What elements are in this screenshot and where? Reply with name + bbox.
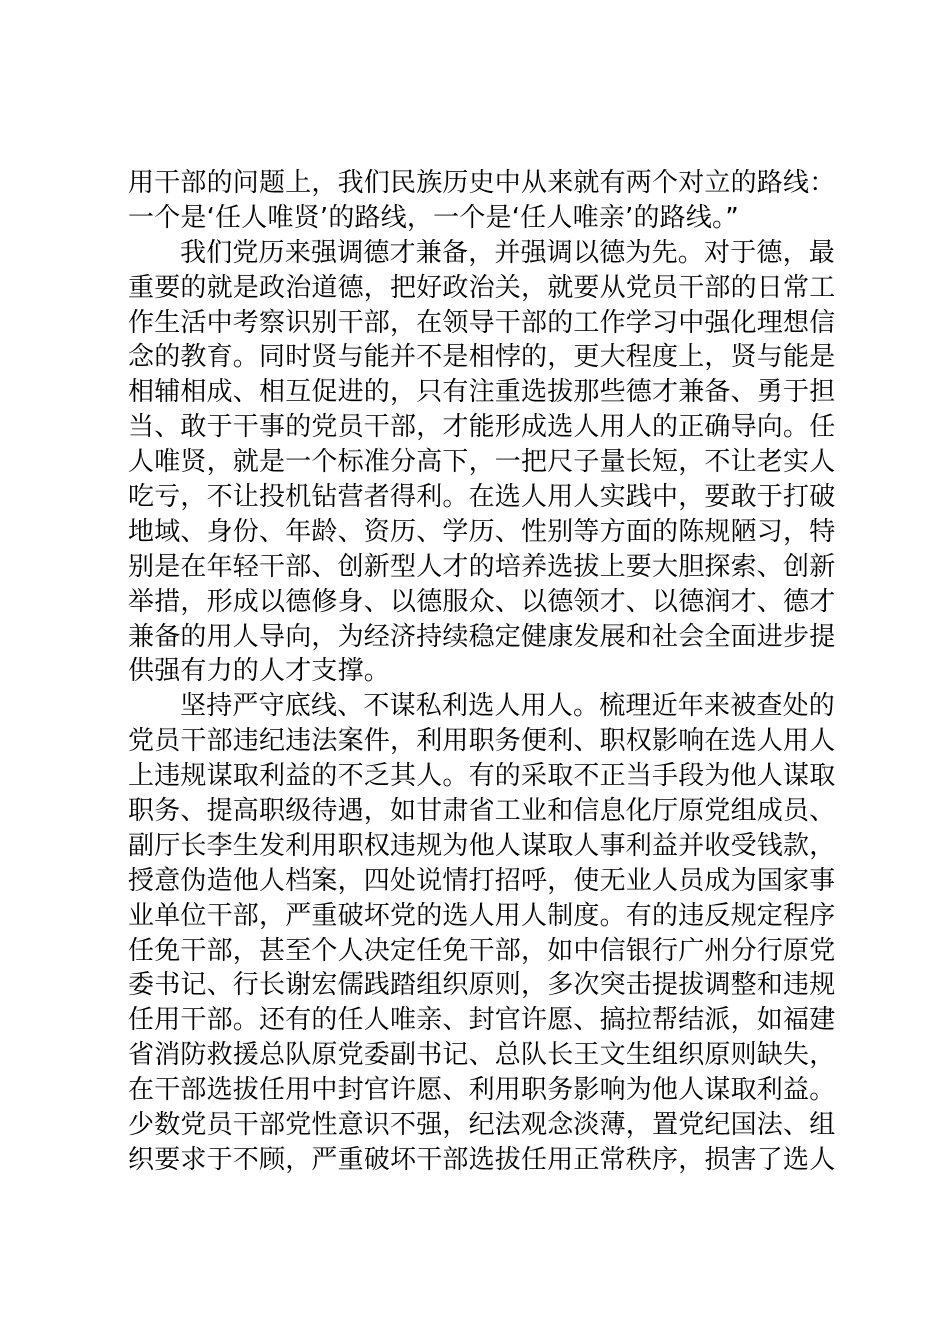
text-line: 吃亏，不让投机钻营者得利。在选人用人实践中，要敢于打破 (128, 482, 836, 513)
text-line: 相辅相成、相互促进的，只有注重选拔那些德才兼备、勇于担 (128, 377, 836, 408)
text-line: 一个是‘任人唯贤’的路线，一个是‘任人唯亲’的路线。” (128, 202, 739, 233)
text-line: 当、敢于干事的党员干部，才能形成选人用人的正确导向。任 (128, 412, 836, 443)
text-line: 上违规谋取利益的不乏其人。有的采取不正当手段为他人谋取 (128, 761, 836, 792)
text-line: 举措，形成以德修身、以德服众、以德领才、以德润才、德才 (128, 586, 836, 617)
text-line: 织要求于不顾，严重破坏干部选拔任用正常秩序，损害了选人 (128, 1144, 836, 1175)
text-line: 委书记、行长谢宏儒践踏组织原则，多次突击提拔调整和违规 (128, 970, 836, 1001)
text-line: 任免干部，甚至个人决定任免干部，如中信银行广州分行原党 (128, 935, 836, 966)
text-line: 人唯贤，就是一个标准分高下，一把尺子量长短，不让老实人 (128, 447, 836, 478)
text-line: 任用干部。还有的任人唯亲、封官许愿、搞拉帮结派，如福建 (128, 1005, 836, 1036)
text-line: 念的教育。同时贤与能并不是相悖的，更大程度上，贤与能是 (128, 342, 836, 373)
body-text (128, 166, 834, 1178)
text-line: 用干部的问题上，我们民族历史中从来就有两个对立的路线： (128, 168, 836, 198)
text-line: 授意伪造他人档案，四处说情打招呼，使无业人员成为国家事 (128, 865, 836, 896)
text-line: 在干部选拔任用中封官许愿、利用职务影响为他人谋取利益。 (128, 1075, 836, 1106)
text-line: 职务、提高职级待遇，如甘肃省工业和信息化厅原党组成员、 (128, 796, 836, 827)
text-line: 少数党员干部党性意识不强，纪法观念淡薄，置党纪国法、组 (128, 1110, 836, 1141)
text-line: 兼备的用人导向，为经济持续稳定健康发展和社会全面进步提 (128, 621, 836, 652)
text-line: 重要的就是政治道德，把好政治关，就要从党员干部的日常工 (128, 272, 836, 303)
text-line: 地域、身份、年龄、资历、学历、性别等方面的陈规陋习，特 (128, 516, 836, 547)
text-line: 别是在年轻干部、创新型人才的培养选拔上要大胆探索、创新 (128, 551, 836, 582)
paragraph-start-line: 我们党历来强调德才兼备，并强调以德为先。对于德，最 (180, 237, 836, 268)
text-line: 业单位干部，严重破坏党的选人用人制度。有的违反规定程序 (128, 900, 836, 931)
text-line: 副厅长李生发利用职权违规为他人谋取人事利益并收受钱款， (128, 830, 836, 861)
paragraph-start-line: 坚持严守底线、不谋私利选人用人。梳理近年来被查处的 (180, 691, 836, 722)
text-line: 省消防救援总队原党委副书记、总队长王文生组织原则缺失， (128, 1040, 836, 1071)
text-line: 供强有力的人才支撑。 (128, 656, 391, 687)
text-line: 作生活中考察识别干部，在领导干部的工作学习中强化理想信 (128, 307, 836, 338)
text-line: 党员干部违纪违法案件，利用职务便利、职权影响在选人用人 (128, 726, 836, 757)
